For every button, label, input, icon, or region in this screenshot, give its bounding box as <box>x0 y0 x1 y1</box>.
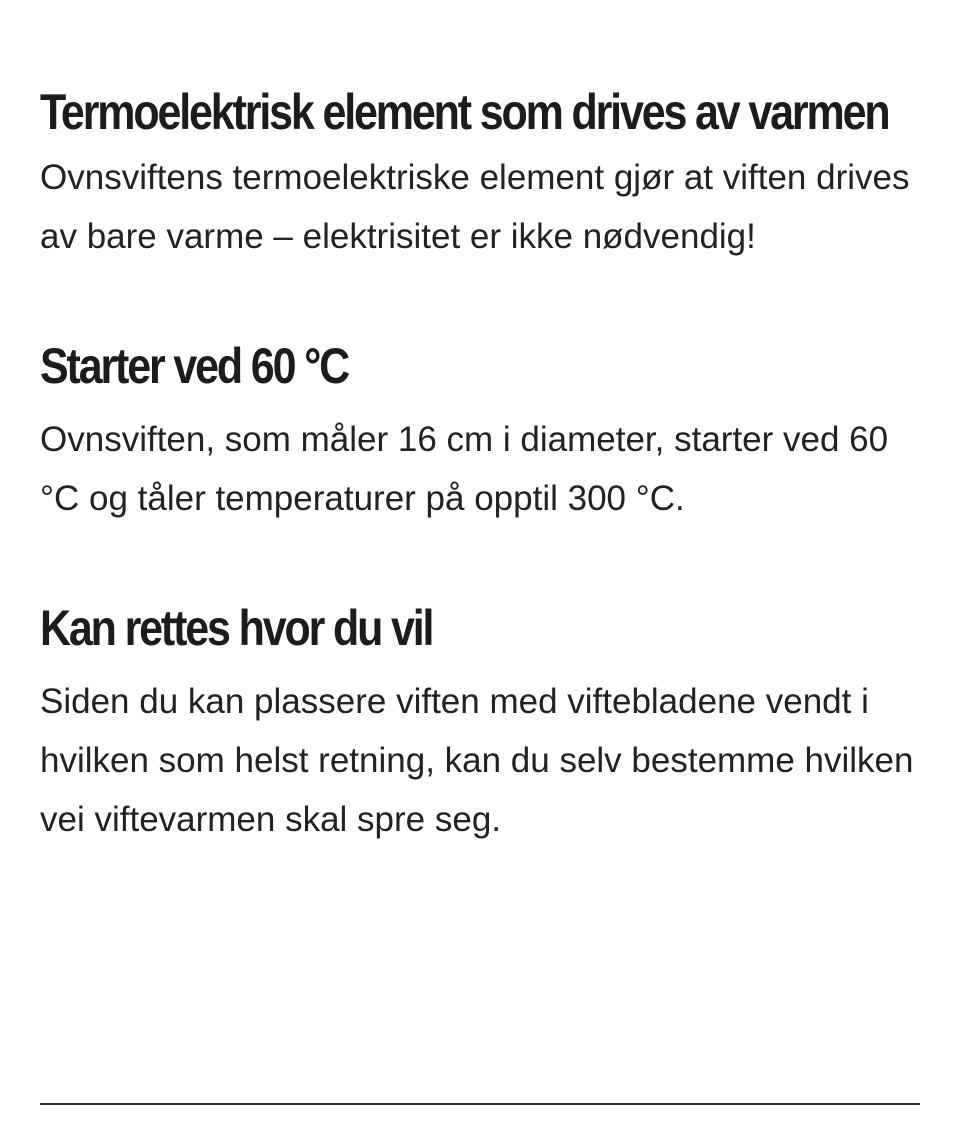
section-direction <box>40 588 925 849</box>
section-heading: Kan rettes hvor du vil <box>40 600 433 656</box>
section-start-temperature <box>40 326 925 528</box>
section-body: Ovnsviftens termoelektriske element gjør at viften drives av bare varme – elektrisitet er ikke nødvendig! <box>40 158 910 256</box>
divider <box>40 1103 920 1105</box>
section-thermoelectric <box>40 60 925 266</box>
article-content <box>40 60 925 849</box>
section-body: Siden du kan plassere viften med viftebladene vendt i hvilken som helst retning, kan du selv bestemme hvilken vei viftevarmen skal spre seg. <box>40 682 914 839</box>
section-body: Ovnsviften, som måler 16 cm i diameter, starter ved 60 °C og tåler temperaturer på opptil 300 °C. <box>40 420 889 518</box>
section-heading: Termoelektrisk element som drives av varmen <box>40 84 889 140</box>
section-heading: Starter ved 60 °C <box>40 338 349 394</box>
